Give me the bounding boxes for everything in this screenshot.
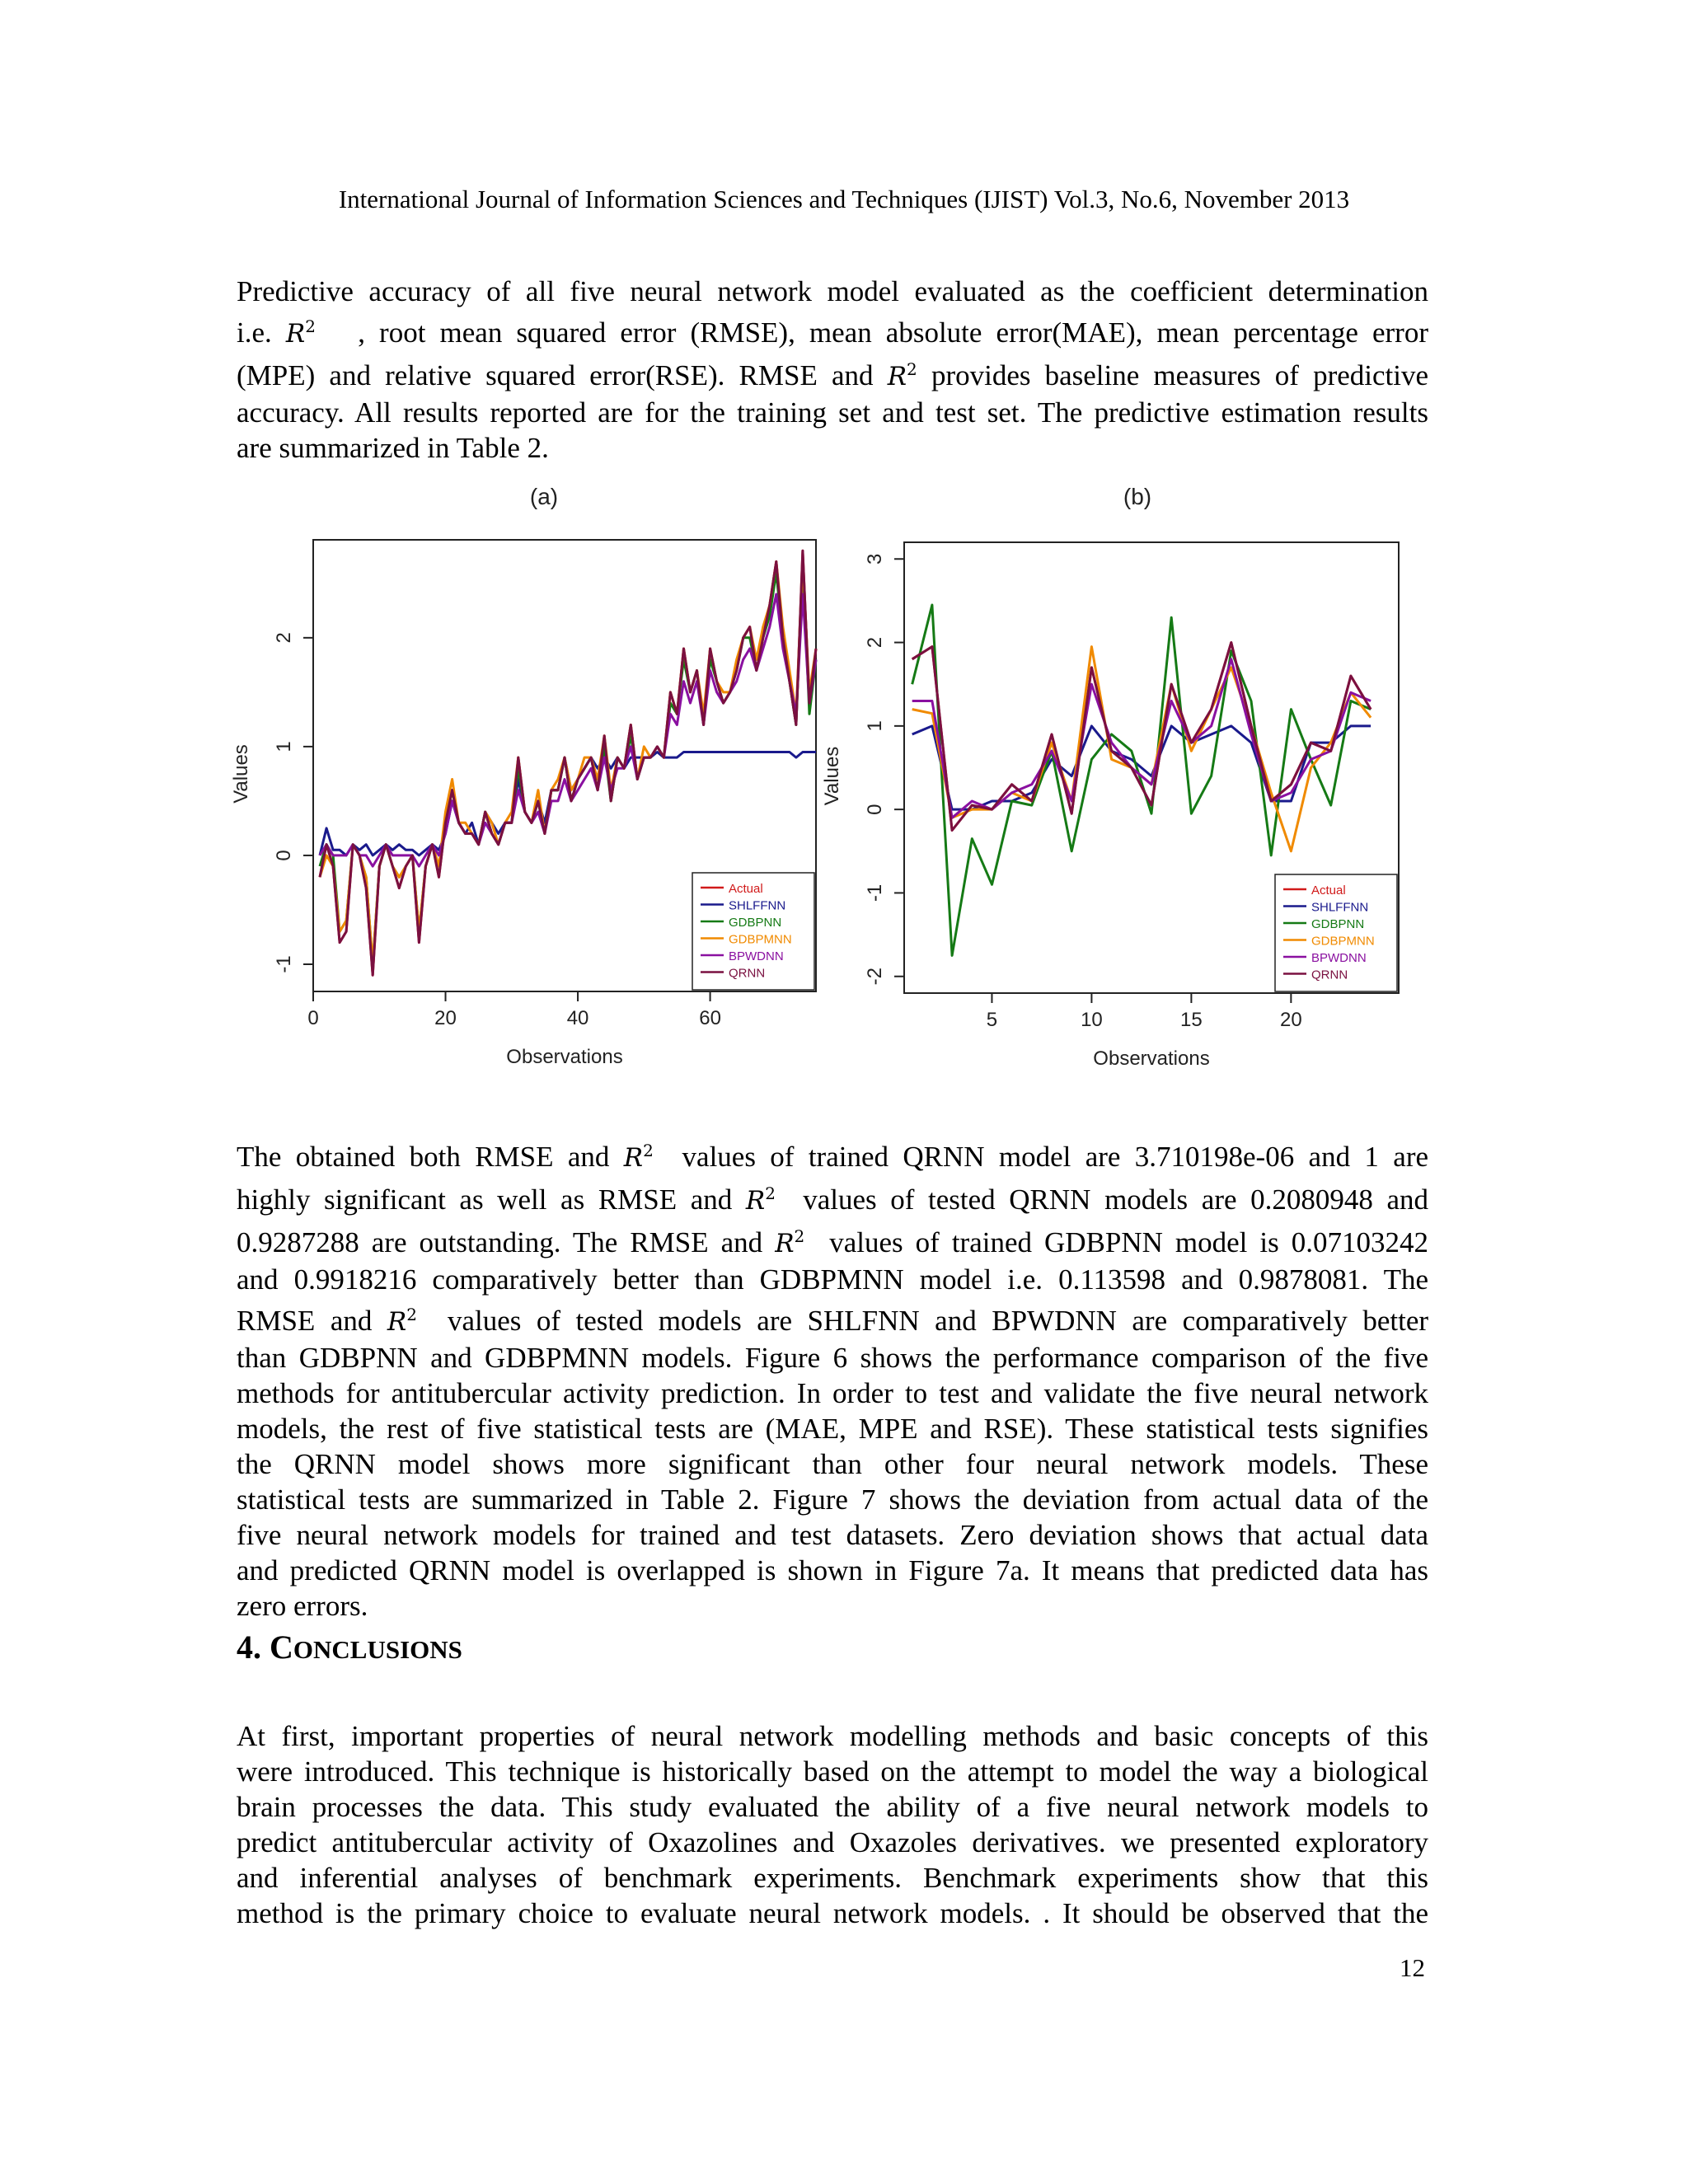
y-tick-label: 1: [864, 720, 886, 732]
x-tick-label: 60: [699, 1007, 721, 1029]
x-tick-label: 10: [1081, 1009, 1103, 1031]
r-squared-symbol: $R^2$: [887, 359, 917, 391]
x-tick-label: 0: [307, 1007, 319, 1029]
y-tick-label: 0: [273, 850, 295, 861]
y-axis-title: Values: [230, 744, 252, 804]
legend-label: GDBPMNN: [1311, 934, 1375, 949]
r-squared-symbol: $R^2$: [745, 1183, 776, 1216]
y-tick-label: 0: [864, 804, 886, 815]
journal-header: International Journal of Information Sciences and Techniques (IJIST) Vol.3, No.6, November 2013: [338, 185, 1350, 213]
results-paragraph: [237, 1133, 1428, 1624]
panel-label: (a): [529, 484, 559, 509]
legend-label: GDBPNN: [1311, 917, 1365, 931]
chart-panel-a: [230, 484, 816, 1068]
r-squared-symbol: $R^2$: [285, 316, 316, 349]
y-tick-label: 2: [864, 636, 886, 649]
section-heading: 4. CONCLUSIONS: [237, 1629, 462, 1666]
legend-label: GDBPNN: [729, 916, 782, 930]
text-line: Predictive accuracy of all five neural network model evaluated as the coefficient determination: [237, 275, 1428, 307]
text-line: than GDBPNN and GDBPMNN models. Figure 6 shows the performance comparison of the five: [237, 1342, 1428, 1374]
conclusions-paragraph: [237, 1718, 1428, 1931]
text-line: [237, 352, 1428, 395]
x-tick-label: 20: [434, 1007, 457, 1029]
r-squared-symbol: $R^2$: [775, 1226, 805, 1258]
text-line: were introduced. This technique is historically based on the attempt to model the way a biological: [237, 1755, 1428, 1788]
text-line: predict antitubercular activity of Oxazolines and Oxazoles derivatives. we presented exploratory: [237, 1826, 1428, 1858]
x-axis-title: Observations: [1093, 1047, 1210, 1070]
text-fragment: i.e.: [237, 316, 272, 349]
text-line: are summarized in Table 2.: [237, 432, 549, 464]
page-number: 12: [1400, 1953, 1425, 1982]
figure-6: [223, 478, 1426, 1080]
text-line: At first, important properties of neural network modelling methods and basic concepts of this: [237, 1720, 1428, 1752]
text-fragment: provides baseline measures of predictive: [931, 359, 1429, 391]
legend-label: Actual: [729, 882, 763, 896]
y-tick-label: -1: [273, 955, 295, 973]
r-squared-symbol: $R^2$: [387, 1305, 417, 1337]
legend-label: BPWDNN: [729, 949, 784, 963]
text-line: brain processes the data. This study evaluated the ability of a five neural network models to: [237, 1791, 1428, 1823]
text-fragment: , root mean squared error (RMSE), mean absolute error(MAE), mean percentage error: [358, 316, 1428, 349]
text-fragment: (MPE) and relative squared error(RSE). RMSE and: [237, 359, 874, 391]
panel-label: (b): [1123, 484, 1152, 509]
x-tick-label: 20: [1280, 1009, 1302, 1031]
text-line: The obtained both RMSE and $R^2$ values of trained QRNN model are 3.710198e-06 and 1 are: [237, 1141, 1429, 1173]
text-line: models, the rest of five statistical tests are (MAE, MPE and RSE). These statistical tests signifies: [237, 1413, 1428, 1445]
y-tick-label: 3: [864, 553, 886, 565]
x-tick-label: 40: [566, 1007, 589, 1029]
y-tick-label: 2: [273, 632, 295, 644]
text-line: methods for antitubercular activity prediction. In order to test and validate the five neural network: [237, 1377, 1428, 1409]
chart-panel-b: [821, 484, 1399, 1070]
r-squared-symbol: $R^2$: [623, 1141, 654, 1173]
text-line: method is the primary choice to evaluate neural network models. . It should be observed that the: [237, 1897, 1428, 1929]
legend-label: Actual: [1311, 883, 1346, 898]
text-line: five neural network models for trained and test datasets. Zero deviation shows that actual data: [237, 1519, 1428, 1551]
legend-label: QRNN: [1311, 968, 1348, 982]
legend-label: QRNN: [729, 966, 766, 981]
text-line: the QRNN model shows more significant than other four neural network models. These: [237, 1448, 1428, 1480]
text-line: and predicted QRNN model is overlapped is shown in Figure 7a. It means that predicted data has: [237, 1554, 1428, 1586]
text-line: accuracy. All results reported are for the training set and test set. The predictive estimation results: [237, 396, 1428, 429]
x-tick-label: 5: [986, 1009, 998, 1031]
text-line: and inferential analyses of benchmark experiments. Benchmark experiments show that this: [237, 1862, 1428, 1894]
text-line: and 0.9918216 comparatively better than GDBPMNN model i.e. 0.113598 and 0.9878081. The: [237, 1263, 1428, 1296]
legend-label: GDBPMNN: [729, 932, 792, 947]
text-line: [237, 309, 1428, 352]
text-line: RMSE and $R^2$ values of tested models are SHLFNN and BPWDNN are comparatively better: [237, 1305, 1429, 1337]
y-axis-title: Values: [821, 746, 843, 806]
text-line: highly significant as well as RMSE and $R^2$ values of tested QRNN models are 0.2080948 and: [237, 1183, 1429, 1216]
text-line: 0.9287288 are outstanding. The RMSE and $R^2$ values of trained GDBPNN model is 0.07103242: [237, 1226, 1428, 1258]
legend-label: SHLFFNN: [729, 898, 786, 913]
intro-paragraph: [237, 274, 1428, 466]
x-tick-label: 15: [1180, 1009, 1203, 1031]
text-line: zero errors.: [237, 1590, 368, 1622]
legend-label: BPWDNN: [1311, 951, 1367, 965]
legend-label: SHLFFNN: [1311, 900, 1369, 915]
text-line: statistical tests are summarized in Table 2. Figure 7 shows the deviation from actual data of the: [237, 1483, 1428, 1516]
y-tick-label: 1: [273, 741, 295, 752]
x-axis-title: Observations: [506, 1046, 623, 1068]
y-tick-label: -1: [864, 883, 886, 902]
y-tick-label: -2: [864, 968, 886, 986]
